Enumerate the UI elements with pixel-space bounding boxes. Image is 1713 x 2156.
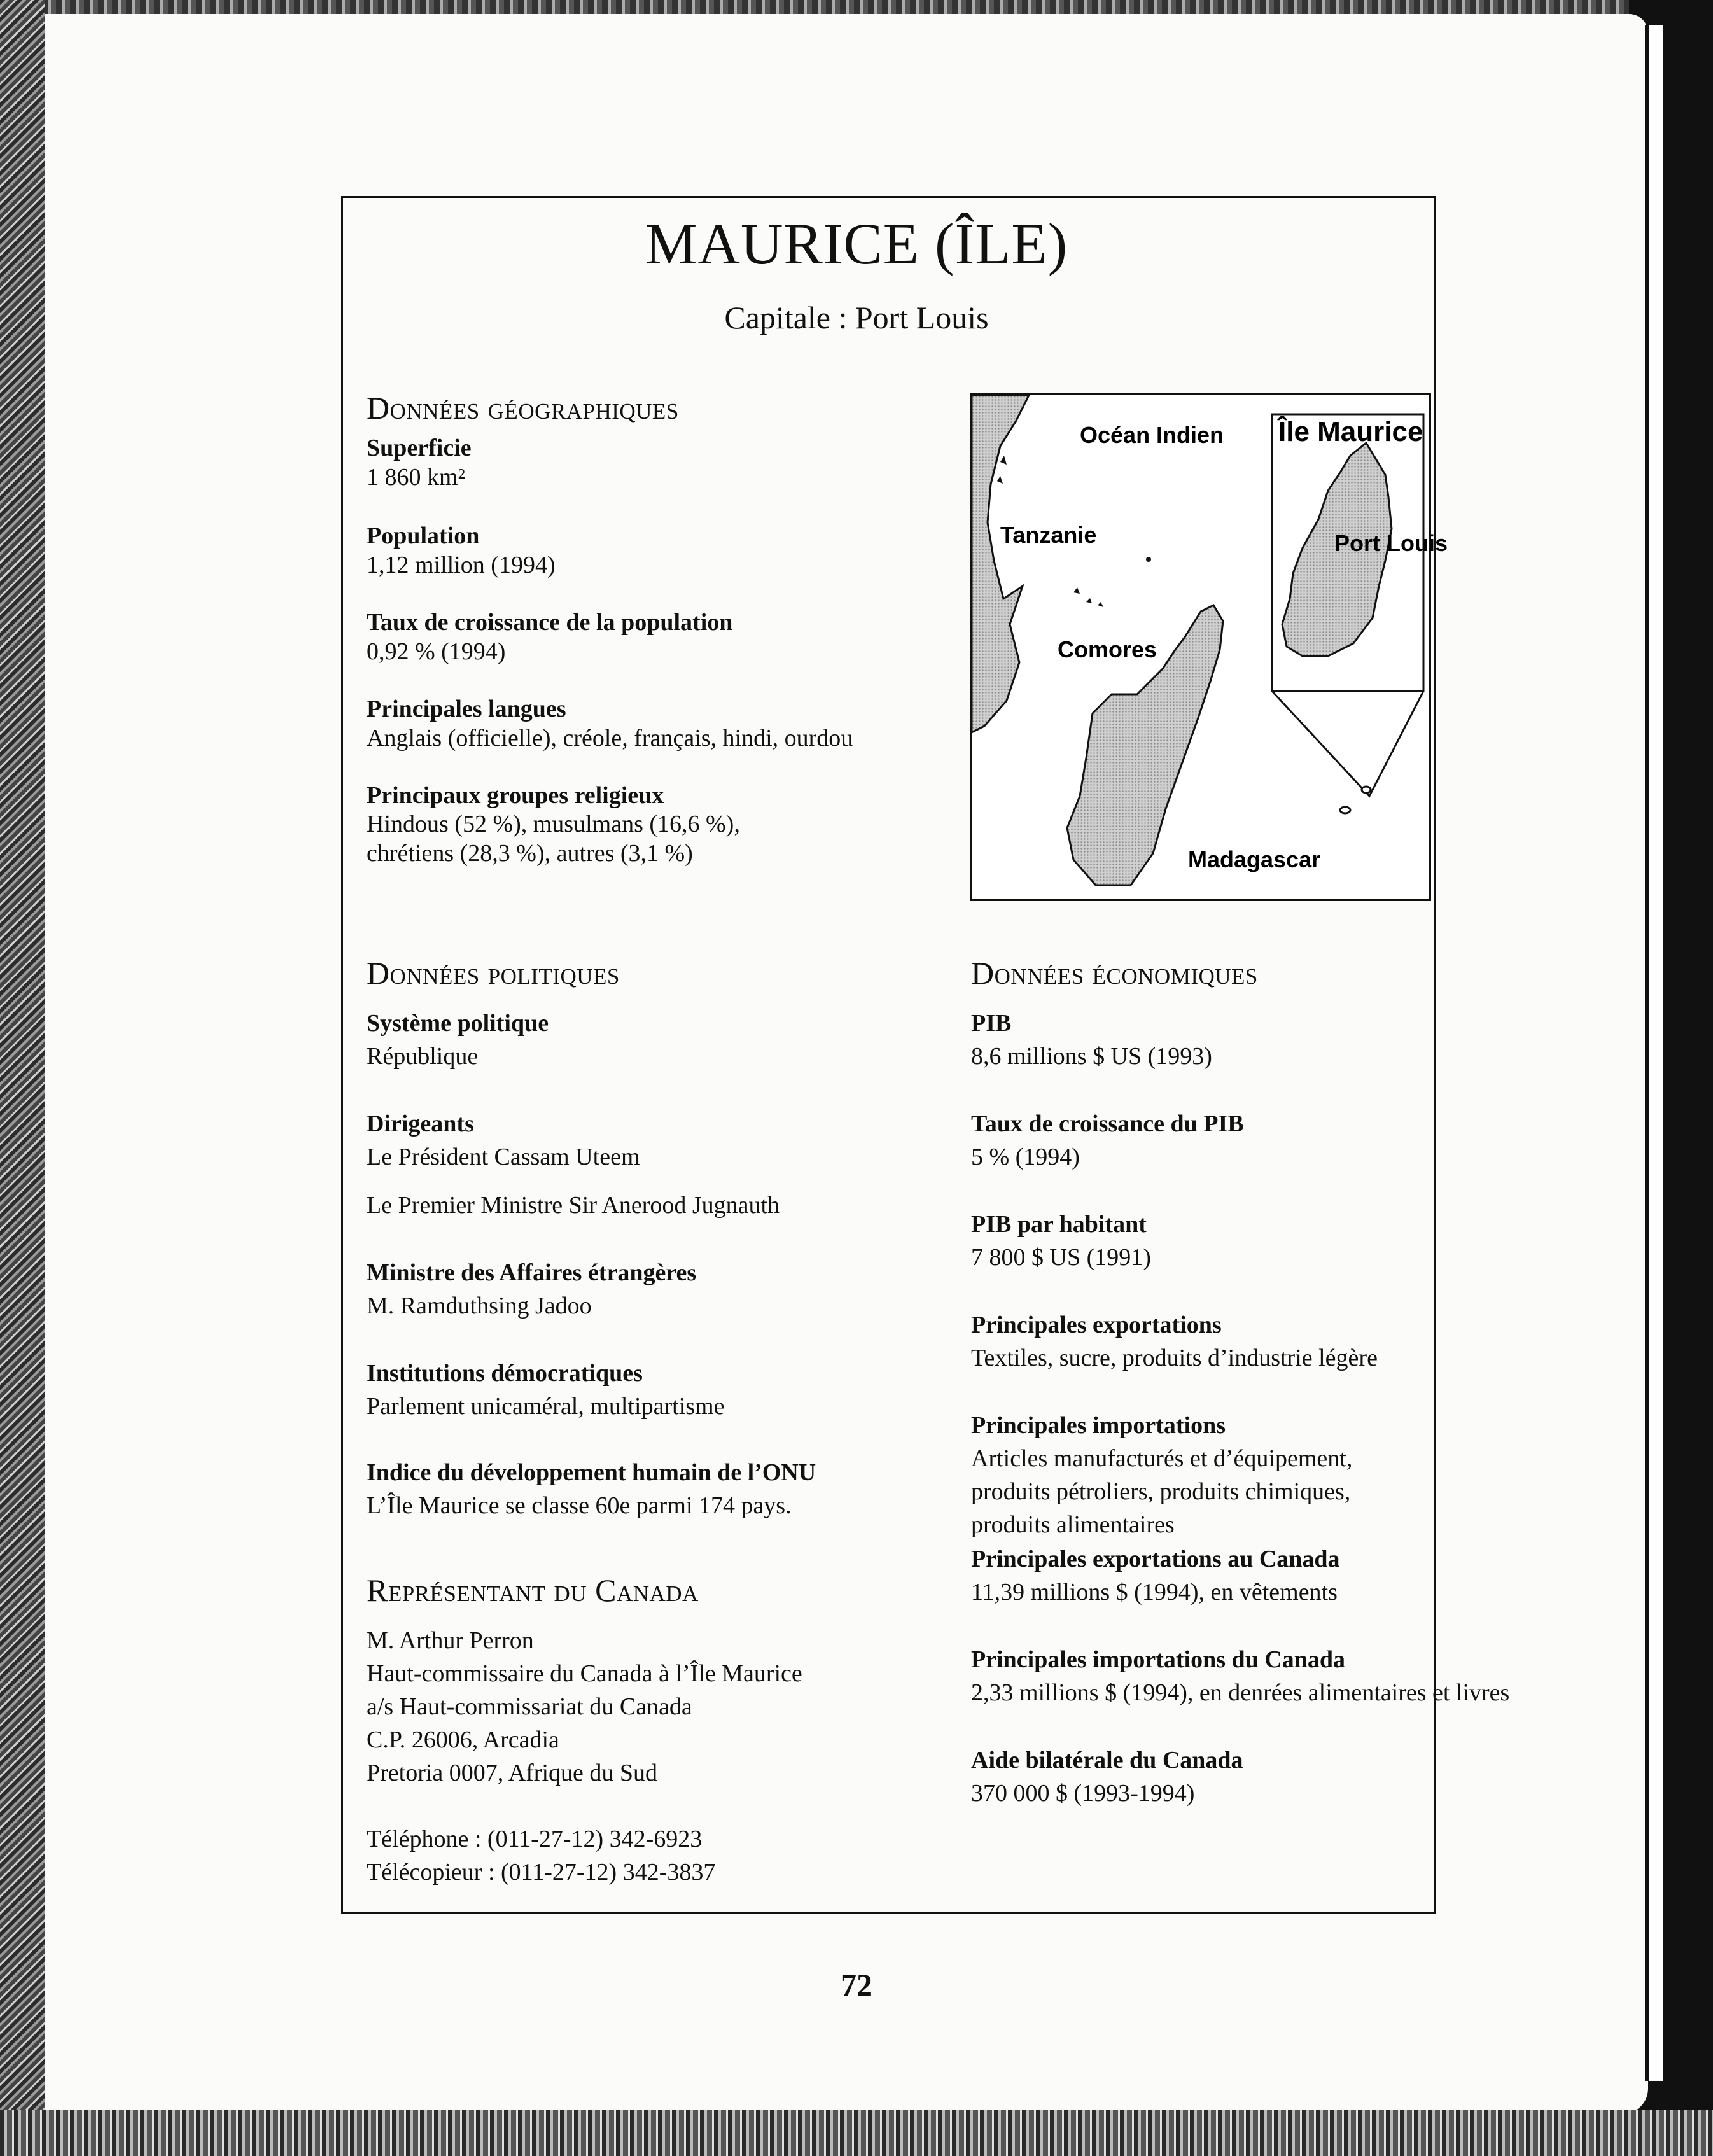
politics-label-hdi: Indice du développement humain de l’ONU <box>367 1459 816 1486</box>
geo-label-population: Population <box>367 522 480 549</box>
econ-value-gdp: 8,6 millions $ US (1993) <box>971 1043 1212 1070</box>
politics-heading: Données politiques <box>367 955 620 991</box>
scan-border-top <box>0 0 1713 15</box>
map-label-ocean: Océan Indien <box>1080 422 1224 448</box>
inset-pointer-lines <box>1272 691 1423 796</box>
econ-label-gdp-growth: Taux de croissance du PIB <box>971 1110 1244 1137</box>
rep-line-title: Haut-commissaire du Canada à l’Île Maurice <box>367 1660 802 1687</box>
econ-value-imports-canada: 2,33 millions $ (1994), en denrées alimentaires et livres <box>971 1679 1510 1706</box>
map-label-madagascar: Madagascar <box>1188 846 1321 872</box>
politics-value-hdi: L’Île Maurice se classe 60e parmi 174 pays. <box>367 1492 792 1519</box>
econ-value-imports: Articles manufacturés et d’équipement, produits pétroliers, produits chimiques, produits alimentaires <box>971 1445 1353 1538</box>
econ-value-gdp-per-capita: 7 800 $ US (1991) <box>971 1244 1151 1271</box>
comoros-islands-shape <box>1073 587 1103 607</box>
econ-label-gdp-per-capita: PIB par habitant <box>971 1211 1147 1238</box>
geo-label-area: Superficie <box>367 435 472 461</box>
map-label-comoros: Comores <box>1058 636 1157 662</box>
map-graphic <box>972 395 1448 899</box>
econ-value-gdp-growth: 5 % (1994) <box>971 1144 1080 1170</box>
econ-value-exports: Textiles, sucre, produits d’industrie légère <box>971 1345 1378 1371</box>
politics-label-system: Système politique <box>367 1010 549 1037</box>
politics-value-foreign-minister: M. Ramduthsing Jadoo <box>367 1292 592 1319</box>
region-map <box>970 393 1448 901</box>
econ-label-bilateral-aid: Aide bilatérale du Canada <box>971 1747 1243 1774</box>
reunion-small-shape <box>1340 807 1350 813</box>
politics-label-foreign-minister: Ministre des Affaires étrangères <box>367 1259 697 1286</box>
econ-label-exports-canada: Principales exportations au Canada <box>971 1546 1340 1572</box>
rep-line-name: M. Arthur Perron <box>367 1627 534 1654</box>
geo-value-religions: Hindous (52 %), musulmans (16,6 %), chrétiens (28,3 %), autres (3,1 %) <box>367 811 740 867</box>
geo-value-population: 1,12 million (1994) <box>367 552 556 578</box>
econ-heading: Données économiques <box>971 955 1258 991</box>
politics-value-prime-minister: Le Premier Ministre Sir Anerood Jugnauth <box>367 1192 780 1219</box>
econ-label-exports: Principales exportations <box>971 1312 1222 1338</box>
mauritius-small-shape <box>1362 787 1371 793</box>
politics-label-institutions: Institutions démocratiques <box>367 1360 643 1387</box>
geo-label-growth: Taux de croissance de la population <box>367 609 733 636</box>
econ-value-exports-canada: 11,39 millions $ (1994), en vêtements <box>971 1579 1338 1606</box>
africa-coast-shape <box>972 395 1029 732</box>
econ-label-gdp: PIB <box>971 1010 1012 1037</box>
map-label-port-louis: Port Louis <box>1334 530 1448 556</box>
rep-line-po-box: C.P. 26006, Arcadia <box>367 1726 559 1753</box>
map-label-tanzania: Tanzanie <box>1000 522 1097 548</box>
geo-label-languages: Principales langues <box>367 696 566 722</box>
econ-label-imports: Principales importations <box>971 1412 1226 1439</box>
page-number: 72 <box>841 1967 872 2003</box>
page-title: MAURICE (ÎLE) <box>645 211 1068 276</box>
econ-value-bilateral-aid: 370 000 $ (1993-1994) <box>971 1780 1195 1807</box>
scan-border-bottom <box>0 2110 1713 2156</box>
rep-fax: Télécopieur : (011-27-12) 342-3837 <box>367 1859 716 1886</box>
seychelles-dot <box>1146 557 1151 562</box>
zanzibar-shape <box>997 456 1007 484</box>
geo-value-growth: 0,92 % (1994) <box>367 638 506 665</box>
rep-phone: Téléphone : (011-27-12) 342-6923 <box>367 1826 703 1852</box>
rep-heading: Représentant du Canada <box>367 1572 699 1608</box>
rep-line-office: a/s Haut-commissariat du Canada <box>367 1693 692 1720</box>
politics-value-system: République <box>367 1043 479 1070</box>
map-inset-title: Île Maurice <box>1278 416 1423 447</box>
geo-value-languages: Anglais (officielle), créole, français, hindi, ourdou <box>367 725 853 752</box>
politics-value-institutions: Parlement unicaméral, multipartisme <box>367 1393 725 1420</box>
politics-value-president: Le Président Cassam Uteem <box>367 1144 640 1170</box>
politics-label-leaders: Dirigeants <box>367 1110 474 1137</box>
rep-line-city: Pretoria 0007, Afrique du Sud <box>367 1760 658 1786</box>
geo-heading: Données géographiques <box>367 390 679 426</box>
geo-label-religions: Principaux groupes religieux <box>367 782 664 809</box>
geo-value-area: 1 860 km² <box>367 464 465 491</box>
capital-subtitle: Capitale : Port Louis <box>724 300 989 335</box>
econ-label-imports-canada: Principales importations du Canada <box>971 1646 1346 1673</box>
